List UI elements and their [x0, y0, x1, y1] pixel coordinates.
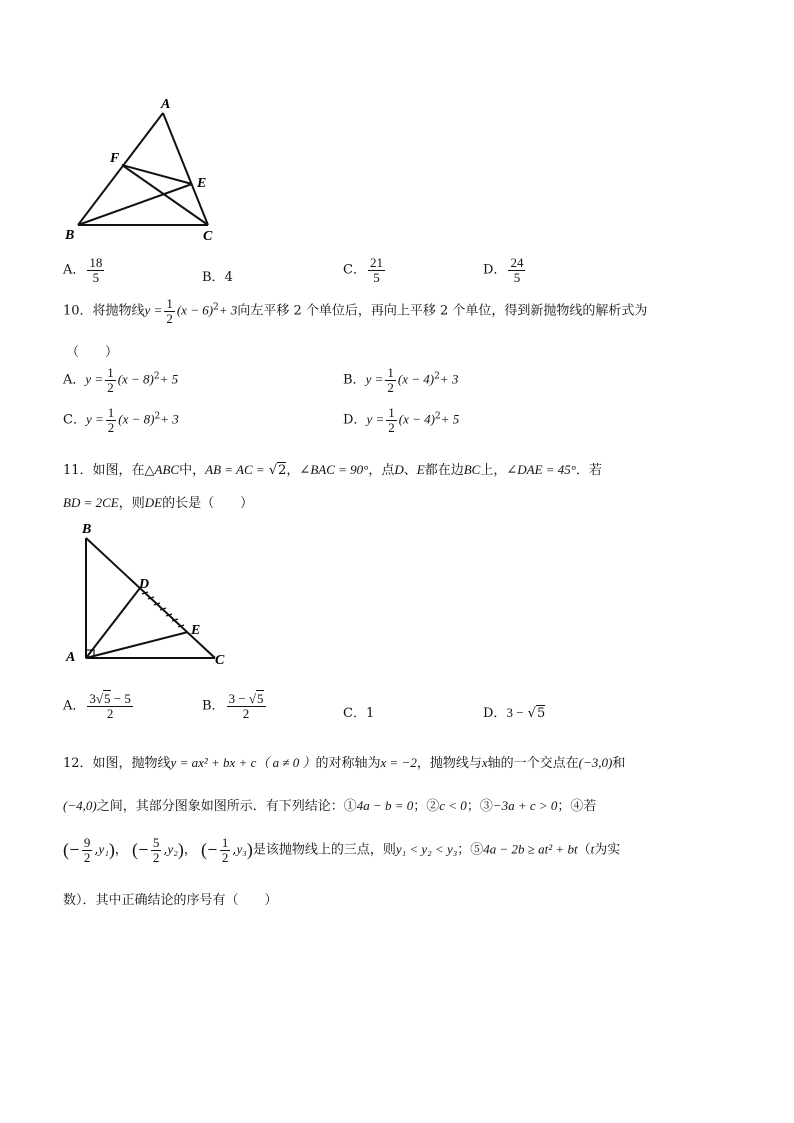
q9-option-a-fraction: $\frac{18}{5}$	[89, 255, 103, 285]
q12-stem-line4: 数）．其中正确结论的序号有（ ）	[63, 893, 278, 908]
q9-option-d-label: D．	[483, 262, 507, 278]
q9-option-a[interactable]	[63, 256, 106, 284]
figure-right-triangle-q11	[60, 518, 240, 673]
q10-option-c[interactable]: C．y = $\frac{1}{2}$ $(x - 8)^2+ 3$	[63, 405, 179, 435]
q9-option-c-label: C．	[343, 262, 366, 278]
q12-stem-line2: (−4,0)之间，其部分图象如图所示．有下列结论：①4a − b = 0；②c < 0；③−3a + c > 0；④若	[63, 798, 597, 814]
fig9-label-a: A	[161, 97, 171, 112]
q11-stem-line2: BD = 2CE，则DE的长是（ ）	[63, 495, 254, 511]
q10-option-a[interactable]: A．y = $\frac{1}{2}$ $(x - 8)^2+ 5$	[63, 365, 179, 395]
q11-stem-line1: 11．如图，在△ABC中，AB = AC = √2，∠BAC = 90°，点D、E都在边BC上，∠DAE = 45°．若	[63, 462, 603, 478]
q10-y-eq: y =	[144, 302, 163, 318]
q11-option-b-fraction: $\frac{3 - √5}{2}$	[228, 691, 264, 721]
q11-option-a-fraction: $\frac{3√5 - 5}{2}$	[89, 691, 131, 721]
q11-option-b[interactable]: B． $\frac{3 - √5}{2}$	[202, 691, 264, 721]
q10-expr: (x − 6)	[176, 302, 214, 318]
q11-option-a[interactable]: A． $\frac{3√5 - 5}{2}$	[63, 691, 131, 721]
q10-half: $\frac{1}{2}$	[166, 296, 173, 326]
fig11-label-a: A	[66, 650, 76, 665]
q9-option-b-label: B．	[202, 270, 225, 285]
q9-option-c[interactable]	[343, 256, 387, 284]
q9-option-c-fraction: $\frac{21}{5}$	[369, 255, 383, 285]
q9-option-b[interactable]	[202, 266, 233, 285]
fig11-label-d: D	[139, 577, 150, 592]
q11-option-c[interactable]: C．1	[343, 706, 375, 721]
fig9-label-e: E	[197, 176, 207, 191]
fig11-label-c: C	[215, 653, 225, 668]
q9-option-b-value: 4	[224, 270, 233, 285]
q10-paren: （ ）	[66, 345, 119, 360]
q9-option-a-label: A．	[63, 262, 86, 278]
q9-option-d-fraction: $\frac{24}{5}$	[510, 255, 524, 285]
figure-triangle-abc-q9	[60, 95, 230, 245]
fig9-label-b: B	[65, 228, 75, 243]
fig11-label-e: E	[191, 623, 201, 638]
q12-stem-line1: 12．如图，抛物线y = ax² + bx + c（ a ≠ 0 ）的对称轴为x = −2，抛物线与x轴的一个交点在(−3,0)和	[63, 755, 626, 771]
q10-option-b[interactable]: B．y = $\frac{1}{2}$ $(x - 4)^2+ 3$	[343, 365, 459, 395]
fig9-label-c: C	[203, 229, 213, 244]
fig11-label-b: B	[82, 522, 92, 537]
q10-stem: 10．将抛物线y = $\frac{1}{2}$ $(x - 6)^2+ 3$向左平移 2 个单位后，再向上平移 2 个单位，得到新抛物线的解析式为	[63, 296, 648, 326]
q9-option-d[interactable]	[483, 256, 527, 284]
q11-option-d[interactable]: D．3 − √5	[483, 705, 546, 721]
q12-stem-line3: (− $\frac{9}{2}$ ,y₁)， (− $\frac{5}{2}$ ,y₂)， (− $\frac{1}{2}$ ,y₃)是该抛物线上的三点，则y₁ < y₂ < y₃；⑤4a − 2b ≥ at² + bt（t为实	[63, 835, 621, 865]
q10-option-d[interactable]: D．y = $\frac{1}{2}$ $(x - 4)^2+ 5$	[343, 405, 460, 435]
fig9-label-f: F	[110, 151, 120, 166]
